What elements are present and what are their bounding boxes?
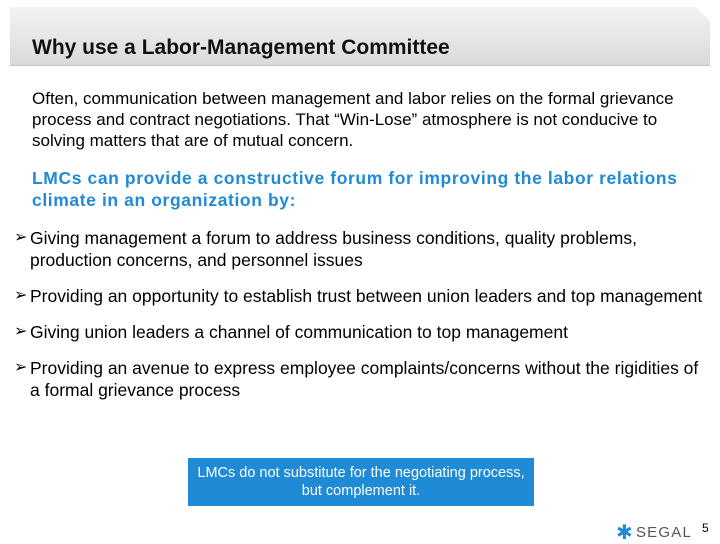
logo-text: SEGAL (635, 524, 692, 541)
arrowhead-bullet-icon: ➢ (14, 323, 28, 340)
callout-box (188, 458, 534, 506)
segal-logo (616, 518, 692, 543)
arrowhead-bullet-icon: ➢ (14, 229, 28, 246)
callout-text: LMCs do not substitute for the negotiating process, but complement it. (197, 465, 525, 499)
arrowhead-bullet-icon: ➢ (14, 287, 28, 304)
page-title: Why use a Labor-Management Committee (32, 36, 450, 59)
page-number: 5 (702, 521, 709, 535)
bullet-text: Giving union leaders a channel of communication to top management (30, 322, 568, 342)
arrowhead-bullet-icon: ➢ (14, 359, 28, 376)
bullet-item (14, 321, 704, 343)
bullet-item (14, 227, 704, 271)
bullet-text: Giving management a forum to address business conditions, quality problems, production concerns, and personnel issues (30, 228, 637, 270)
bullet-text: Providing an opportunity to establish trust between union leaders and top management (30, 286, 703, 306)
lmc-statement: LMCs can provide a constructive forum for improving the labor relations climate in an organization by: (32, 168, 678, 210)
bullet-item (14, 357, 704, 401)
asterisk-logo-icon: ✱ (616, 522, 634, 544)
bullet-list (14, 227, 704, 401)
bullet-item (14, 285, 704, 307)
intro-paragraph: Often, communication between management and labor relies on the formal grievance process and contract negotiations. That “Win-Lose” atmosphere is not conducive to solving matters that are of mutual concern. (32, 89, 674, 150)
title-bar-corner (696, 7, 710, 21)
bullet-text: Providing an avenue to express employee complaints/concerns without the rigidities of a formal grievance process (30, 358, 699, 400)
